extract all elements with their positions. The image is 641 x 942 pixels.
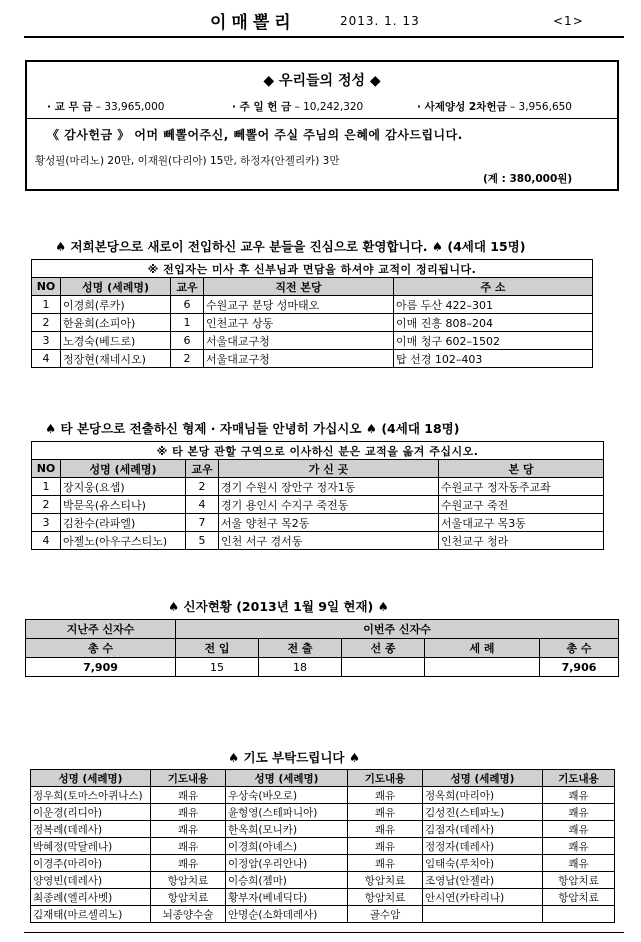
cell: 노경숙(베드로)	[61, 332, 171, 350]
col-in: 전 입	[176, 639, 259, 658]
cell: 이매 진흥 808–204	[394, 314, 593, 332]
cell: 1	[171, 314, 204, 332]
cell: 쾌유	[543, 821, 615, 838]
death-count	[342, 658, 425, 677]
cell: 뇌종양수술	[151, 906, 226, 923]
cell: 인천교구 청라	[439, 532, 604, 550]
col-out: 전 출	[259, 639, 342, 658]
offering-item-sunday: · 주 일 헌 금 – 10,242,320	[232, 101, 364, 113]
cell: 조영남(안젤라)	[423, 872, 543, 889]
cell: 정우희(토마스아퀴나스)	[31, 787, 151, 804]
this-total: 7,906	[540, 658, 619, 677]
col-address: 주 소	[394, 278, 593, 296]
stats-table	[25, 619, 619, 677]
cell: 안시연(카타리나)	[423, 889, 543, 906]
table-row	[31, 906, 615, 923]
table-row	[31, 821, 615, 838]
cell: 김성진(스테파노)	[423, 804, 543, 821]
cell: 4	[32, 350, 61, 368]
cell: 경기 용인시 수지구 죽전동	[219, 496, 439, 514]
cell: 이경희(루카)	[61, 296, 171, 314]
cell: 서울대교구청	[204, 332, 394, 350]
cell: 안명순(소화데레사)	[226, 906, 348, 923]
prayer-title: ♠ 기도 부탁드립니다 ♠	[228, 750, 361, 765]
cell: 탑 선경 102–403	[394, 350, 593, 368]
offering-divider	[27, 118, 617, 119]
cell: 쾌유	[348, 821, 423, 838]
cell	[543, 906, 615, 923]
cell: 항암치료	[348, 872, 423, 889]
cell: 쾌유	[151, 804, 226, 821]
col-death: 선 종	[342, 639, 425, 658]
table-row	[32, 296, 593, 314]
cell: 쾌유	[348, 804, 423, 821]
col-no: NO	[32, 278, 61, 296]
table-row	[32, 350, 593, 368]
cell: 쾌유	[348, 855, 423, 872]
cell: 쾌유	[543, 804, 615, 821]
prayer-table	[30, 769, 615, 923]
col-name: 성명 (세례명)	[226, 770, 348, 787]
col-name: 성명 (세례명)	[423, 770, 543, 787]
table-row	[31, 872, 615, 889]
cell: 이승희(젬마)	[226, 872, 348, 889]
thanks-total: (계 : 380,000원)	[483, 173, 573, 185]
col-prev-parish: 직전 본당	[204, 278, 394, 296]
col-prayer: 기도내용	[543, 770, 615, 787]
transfers-note: ※ 타 본당 관할 구역으로 이사하신 분은 교적을 옮겨 주십시오.	[32, 442, 604, 460]
cell: 1	[32, 478, 61, 496]
col-prayer: 기도내용	[348, 770, 423, 787]
offering-title: ◆ 우리들의 정성 ◆	[263, 73, 381, 89]
cell: 7	[186, 514, 219, 532]
table-row	[32, 496, 604, 514]
col-members: 교우	[186, 460, 219, 478]
cell: 항암치료	[543, 889, 615, 906]
cell: 수원교구 죽전	[439, 496, 604, 514]
cell: 수원교구 정자동주교좌	[439, 478, 604, 496]
cell: 수원교구 분당 성마태오	[204, 296, 394, 314]
table-row	[31, 855, 615, 872]
table-row	[32, 478, 604, 496]
col-destination: 가 신 곳	[219, 460, 439, 478]
thanks-heading: 《 감사헌금 》 어머 뻬뽈어주신, 뻬뽈어 주실 주님의 은혜에 감사드립니다.	[47, 128, 463, 142]
this-week-label: 이번주 신자수	[176, 620, 619, 639]
col-parish: 본 당	[439, 460, 604, 478]
cell: 이경주(마리아)	[31, 855, 151, 872]
newcomers-table	[31, 259, 593, 368]
cell: 인천 서구 경서동	[219, 532, 439, 550]
cell: 박문옥(유스티나)	[61, 496, 186, 514]
cell: 1	[32, 296, 61, 314]
cell: 쾌유	[151, 787, 226, 804]
cell: 2	[171, 350, 204, 368]
cell: 항암치료	[348, 889, 423, 906]
cell: 경기 수원시 장안구 정자1동	[219, 478, 439, 496]
col-prayer: 기도내용	[151, 770, 226, 787]
col-name: 성명 (세례명)	[61, 460, 186, 478]
cell: 서울 양천구 목2동	[219, 514, 439, 532]
cell: 양영빈(데레사)	[31, 872, 151, 889]
col-members: 교우	[171, 278, 204, 296]
table-row	[31, 804, 615, 821]
issue-date: 2013. 1. 13	[340, 14, 420, 28]
cell: 아름 두산 422–301	[394, 296, 593, 314]
col-name: 성명 (세례명)	[61, 278, 171, 296]
cell: 인천교구 상동	[204, 314, 394, 332]
cell: 김점자(데레사)	[423, 821, 543, 838]
cell: 항암치료	[151, 889, 226, 906]
cell: 황부자(베네딕다)	[226, 889, 348, 906]
cell: 2	[32, 496, 61, 514]
cell: 쾌유	[151, 821, 226, 838]
thanks-names: 황성필(마리노) 20만, 이재원(다리아) 15만, 하정자(안젤리카) 3만	[35, 155, 340, 167]
stats-title: ♠ 신자현황 (2013년 1월 9일 현재) ♠	[168, 599, 389, 614]
cell: 정옥희(마리아)	[423, 787, 543, 804]
in-count: 15	[176, 658, 259, 677]
table-row	[31, 889, 615, 906]
this-total-label: 총 수	[540, 639, 619, 658]
transfers-table	[31, 441, 604, 550]
page-header	[24, 6, 624, 38]
cell: 6	[171, 332, 204, 350]
cell: 쾌유	[151, 838, 226, 855]
cell: 2	[32, 314, 61, 332]
table-row	[31, 787, 615, 804]
cell: 쾌유	[543, 855, 615, 872]
cell: 윤형영(스테파니아)	[226, 804, 348, 821]
table-row	[32, 314, 593, 332]
cell: 3	[32, 514, 61, 532]
cell: 정정자(데레사)	[423, 838, 543, 855]
cell: 쾌유	[348, 838, 423, 855]
cell: 서울대교구 목3동	[439, 514, 604, 532]
cell: 골수암	[348, 906, 423, 923]
cell: 김찬수(라파엘)	[61, 514, 186, 532]
page-number: <1>	[553, 14, 584, 28]
table-row	[32, 332, 593, 350]
cell: 장지웅(요셉)	[61, 478, 186, 496]
footer-rule	[24, 932, 624, 933]
cell: 쾌유	[348, 787, 423, 804]
last-week-label: 지난주 신자수	[26, 620, 176, 639]
cell: 아젤노(아우구스티노)	[61, 532, 186, 550]
col-no: NO	[32, 460, 61, 478]
baptism-count	[425, 658, 540, 677]
cell: 최종례(엘리사벳)	[31, 889, 151, 906]
cell: 쾌유	[543, 787, 615, 804]
table-row	[26, 658, 619, 677]
newsletter-title: 이매뽈리	[210, 13, 296, 33]
cell: 김재태(마르셀리노)	[31, 906, 151, 923]
cell: 한윤희(소피아)	[61, 314, 171, 332]
transfers-title: ♠ 타 본당으로 전출하신 형제 · 자매님들 안녕히 가십시오 ♠ (4세대 18명)	[45, 421, 460, 436]
cell: 우상숙(바오로)	[226, 787, 348, 804]
cell: 항암치료	[543, 872, 615, 889]
cell: 3	[32, 332, 61, 350]
newcomers-title: ♠ 저희본당으로 새로이 전입하신 교우 분들을 진심으로 환영합니다. ♠ (4세대 15명)	[55, 239, 526, 254]
cell: 서울대교구청	[204, 350, 394, 368]
cell: 이정암(우리안나)	[226, 855, 348, 872]
cell: 쾌유	[151, 855, 226, 872]
table-row	[32, 532, 604, 550]
last-total-label: 총 수	[26, 639, 176, 658]
cell: 4	[32, 532, 61, 550]
cell: 5	[186, 532, 219, 550]
cell: 정복례(데레사)	[31, 821, 151, 838]
cell: 이운경(리디아)	[31, 804, 151, 821]
offering-box	[25, 60, 619, 191]
cell: 한옥희(모니카)	[226, 821, 348, 838]
cell: 쾌유	[543, 838, 615, 855]
cell: 6	[171, 296, 204, 314]
cell: 2	[186, 478, 219, 496]
last-total: 7,909	[26, 658, 176, 677]
table-row	[32, 514, 604, 532]
cell: 4	[186, 496, 219, 514]
cell	[423, 906, 543, 923]
cell: 이경희(아녜스)	[226, 838, 348, 855]
col-name: 성명 (세례명)	[31, 770, 151, 787]
cell: 이매 청구 602–1502	[394, 332, 593, 350]
table-row	[31, 838, 615, 855]
cell: 정장현(재네시오)	[61, 350, 171, 368]
cell: 임태숙(루치아)	[423, 855, 543, 872]
cell: 박혜정(막달레나)	[31, 838, 151, 855]
offering-item-tithe: · 교 무 금 – 33,965,000	[47, 101, 165, 113]
cell: 항암치료	[151, 872, 226, 889]
offering-item-seminary: · 사제양성 2차헌금 – 3,956,650	[417, 101, 572, 113]
out-count: 18	[259, 658, 342, 677]
newcomers-note: ※ 전입자는 미사 후 신부님과 면담을 하셔야 교적이 정리됩니다.	[32, 260, 593, 278]
col-baptism: 세 례	[425, 639, 540, 658]
